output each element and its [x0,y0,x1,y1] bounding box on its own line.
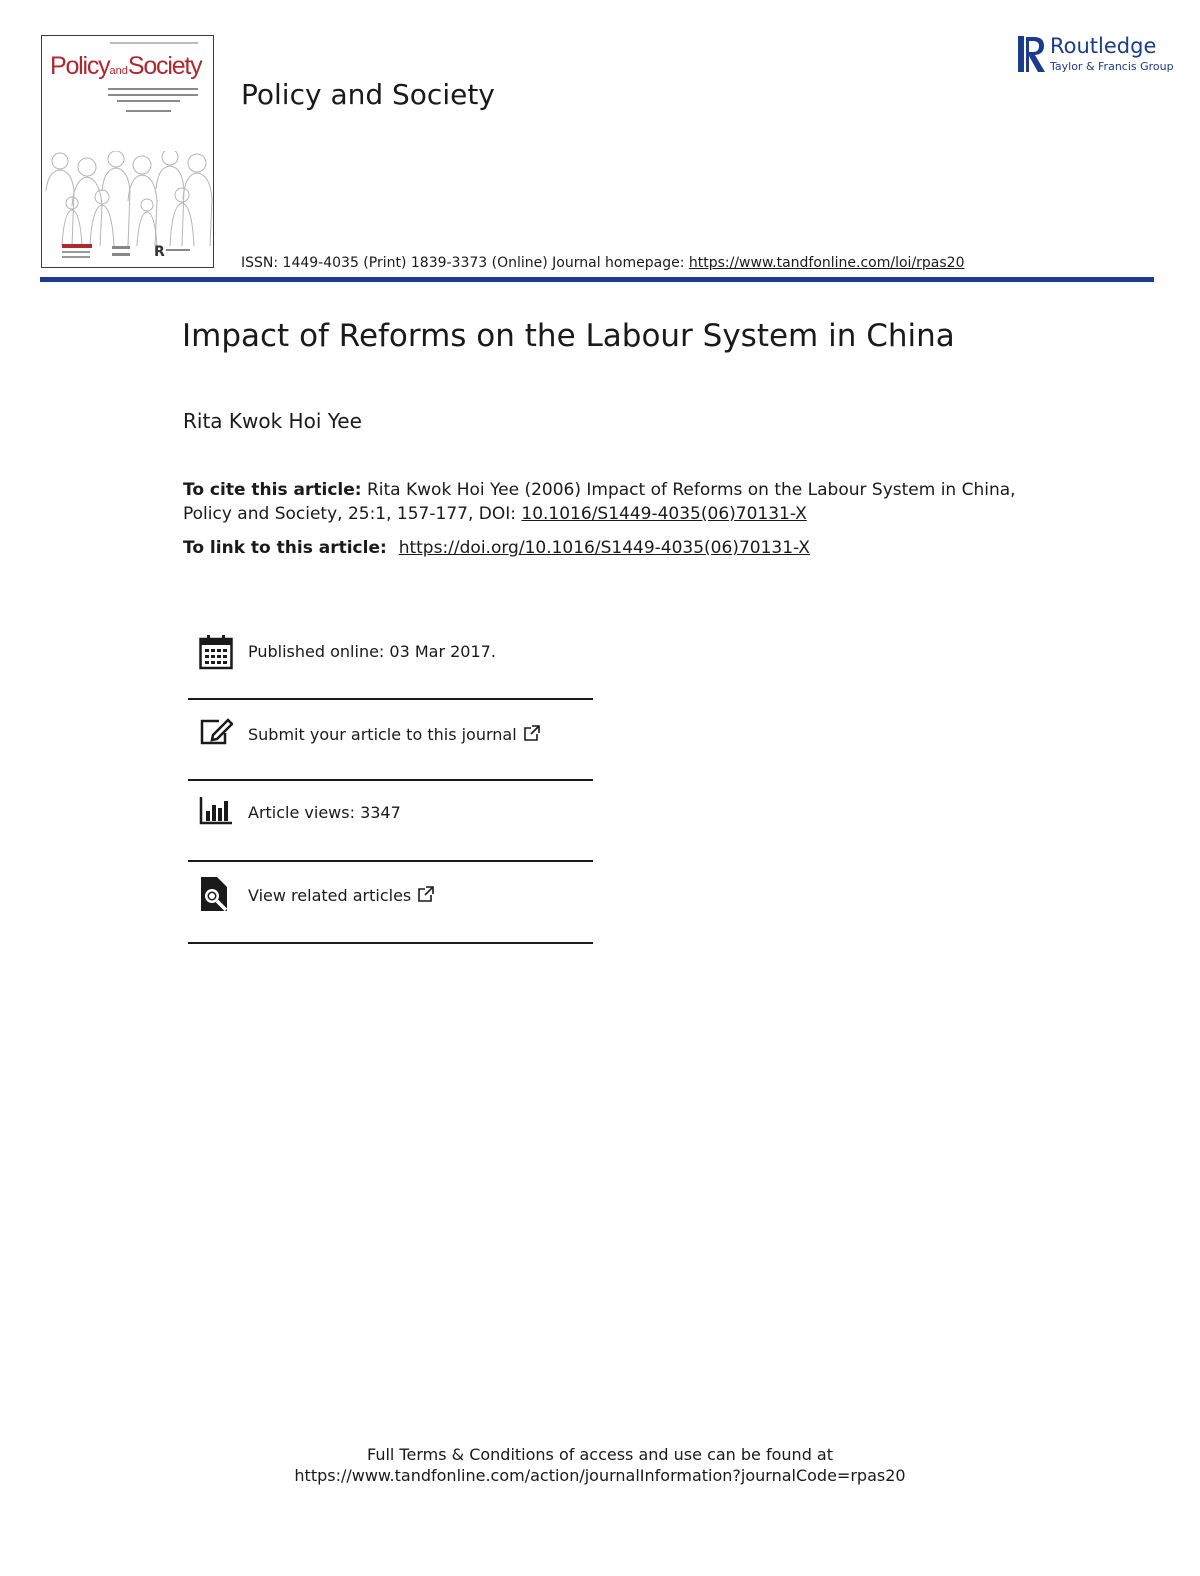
submit-article-link[interactable] [248,725,540,744]
cover-title: PolicyandSociety [50,52,202,80]
document-search-icon [199,876,233,912]
cover-issue-line [110,42,198,44]
terms-footer [0,1444,1200,1486]
bar-chart-icon [199,793,233,829]
external-link-icon [523,725,540,742]
related-articles-label: View related articles [248,886,412,905]
article-info-box [188,620,593,944]
article-title: Impact of Reforms on the Labour System in China [182,318,955,354]
article-views: Article views: 3347 [248,803,401,822]
views-row [188,781,593,862]
article-doi-url[interactable]: https://doi.org/10.1016/S1449-4035(06)70131-X [398,538,810,558]
citation-block [183,478,1043,526]
journal-homepage-link[interactable]: https://www.tandfonline.com/loi/rpas20 [688,255,965,271]
header-rule [40,277,1154,282]
article-author: Rita Kwok Hoi Yee [183,409,362,433]
issn-line [241,255,965,271]
cover-crowd-illustration [42,151,214,246]
calendar-icon [199,634,233,670]
publisher-subtitle: Taylor & Francis Group [1050,60,1174,73]
submit-article-label: Submit your article to this journal [248,725,517,744]
publisher-name: Routledge [1050,34,1157,58]
publisher-logo[interactable] [1018,34,1174,76]
cover-subtitle-lines [108,88,198,116]
terms-url[interactable]: https://www.tandfonline.com/action/journalInformation?journalCode=rpas20 [294,1466,906,1485]
edit-icon [199,715,233,751]
article-link-block [183,538,810,558]
journal-name: Policy and Society [241,78,495,111]
doi-link[interactable]: 10.1016/S1449-4035(06)70131-X [521,504,807,524]
terms-line: Full Terms & Conditions of access and use can be found at [366,1445,834,1464]
journal-cover [41,35,214,268]
published-date: Published online: 03 Mar 2017. [248,642,496,661]
published-row [188,620,593,700]
link-label: To link to this article: [183,538,393,558]
related-articles-link[interactable] [248,886,434,905]
cover-footer-logos: R [62,244,212,262]
cite-label: To cite this article: [183,480,362,500]
issn-text: ISSN: 1449-4035 (Print) 1839-3373 (Online) Journal homepage: [241,255,689,271]
submit-row[interactable] [188,700,593,781]
external-link-icon [417,886,434,903]
related-row[interactable] [188,862,593,944]
routledge-r-icon [1018,34,1046,74]
cite-text: Rita Kwok Hoi Yee (2006) Impact of Reforms on the Labour System in China, Policy and Society, 25:1, 157-177, DOI: [183,480,1016,524]
